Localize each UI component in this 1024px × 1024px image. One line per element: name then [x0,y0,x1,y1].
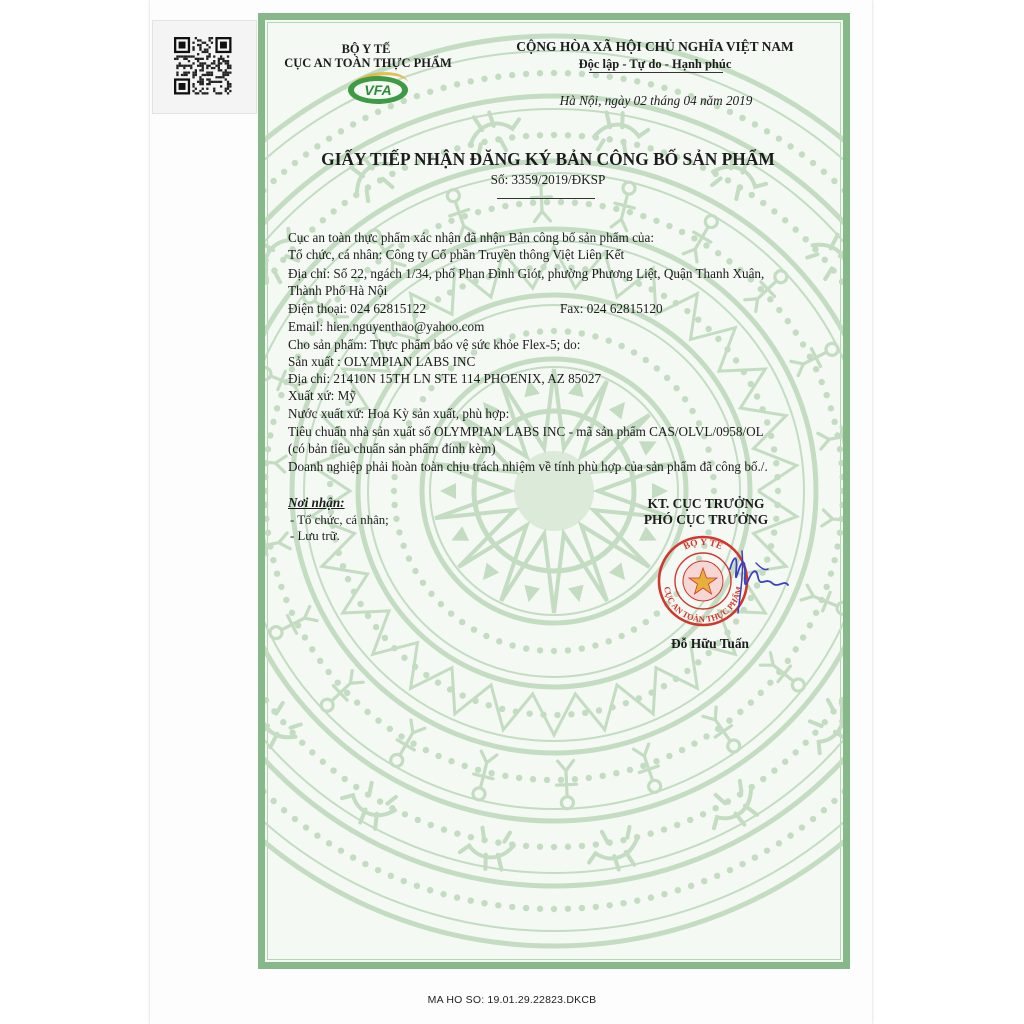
svg-text:VFA: VFA [364,82,392,98]
export-country-line: Nước xuất xứ: Hoa Kỳ sản xuất, phù hợp: [288,406,510,421]
stamp-text-bottom: CỤC AN TOÀN THỰC PHẨM [662,585,744,625]
manufacturer-address-line: Địa chỉ: 21410N 15TH LN STE 114 PHOENIX, AZ 85027 [288,371,602,386]
recipient-item: - Lưu trữ. [290,529,340,543]
recipient-item: - Tổ chức, cá nhân; [290,513,389,527]
intro-line: Cục an toàn thực phẩm xác nhận đã nhận Bản công bố sản phẩm của: [288,230,655,245]
signer-name: Đỗ Hữu Tuấn [670,636,749,651]
vfa-logo-icon [342,64,414,108]
recipients-heading: Nơi nhận: [288,495,345,510]
department-name: CỤC AN TOÀN THỰC PHẨM [284,56,452,70]
country-name: CỘNG HÒA XÃ HỘI CHỦ NGHĨA VIỆT NAM [516,39,794,54]
address-line-2: Thành Phố Hà Nội [288,283,388,298]
standard-line-2: (có bản tiêu chuẩn sản phẩm đính kèm) [288,441,496,456]
issue-date: Hà Nội, ngày 02 tháng 04 năm 2019 [559,93,753,108]
product-line: Cho sản phẩm: Thực phẩm bảo vệ sức khỏe Flex-5; do: [288,337,581,352]
signer-role-1: KT. CỤC TRƯỞNG [647,496,765,511]
document-number: Số: 3359/2019/ĐKSP [490,172,606,187]
title-divider [497,198,595,199]
official-stamp-icon [652,533,802,633]
origin-line: Xuất xứ: Mỹ [288,388,356,403]
document-title: GIẤY TIẾP NHẬN ĐĂNG KÝ BẢN CÔNG BỐ SẢN PHẨM [321,149,775,169]
motto-underline [589,72,723,73]
phone-line: Điện thoại: 024 62815122 [288,301,427,316]
manufacturer-line: Sản xuất : OLYMPIAN LABS INC [288,354,476,369]
responsibility-line: Doanh nghiệp phải hoàn toàn chịu trách nhiệm về tính phù hợp của sản phẩm đã công bố./. [288,459,768,474]
national-motto: Độc lập - Tự do - Hạnh phúc [578,57,732,71]
signer-role-2: PHÓ CỤC TRƯỞNG [643,512,769,527]
qr-code [152,20,257,114]
qr-code-icon [174,37,236,95]
address-line-1: Địa chỉ: Số 22, ngách 1/34, phố Phan Đình Giót, phường Phương Liệt, Quận Thanh Xuân, [288,266,765,281]
stamp-text-top: BỘ Y TẾ [682,537,724,553]
email-line: Email: hien.nguyenthao@yahoo.com [288,319,485,334]
fax-line: Fax: 024 62815120 [560,301,663,316]
record-code: MA HO SO: 19.01.29.22823.DKCB [427,994,597,1006]
standard-line-1: Tiêu chuẩn nhà sản xuất số OLYMPIAN LABS INC - mã sản phẩm CAS/OLVL/0958/OL [288,424,764,439]
ministry-name: BỘ Y TẾ [341,42,391,56]
organization-line: Tổ chức, cá nhân: Công ty Cổ phần Truyền thông Việt Liên Kết [288,247,625,262]
